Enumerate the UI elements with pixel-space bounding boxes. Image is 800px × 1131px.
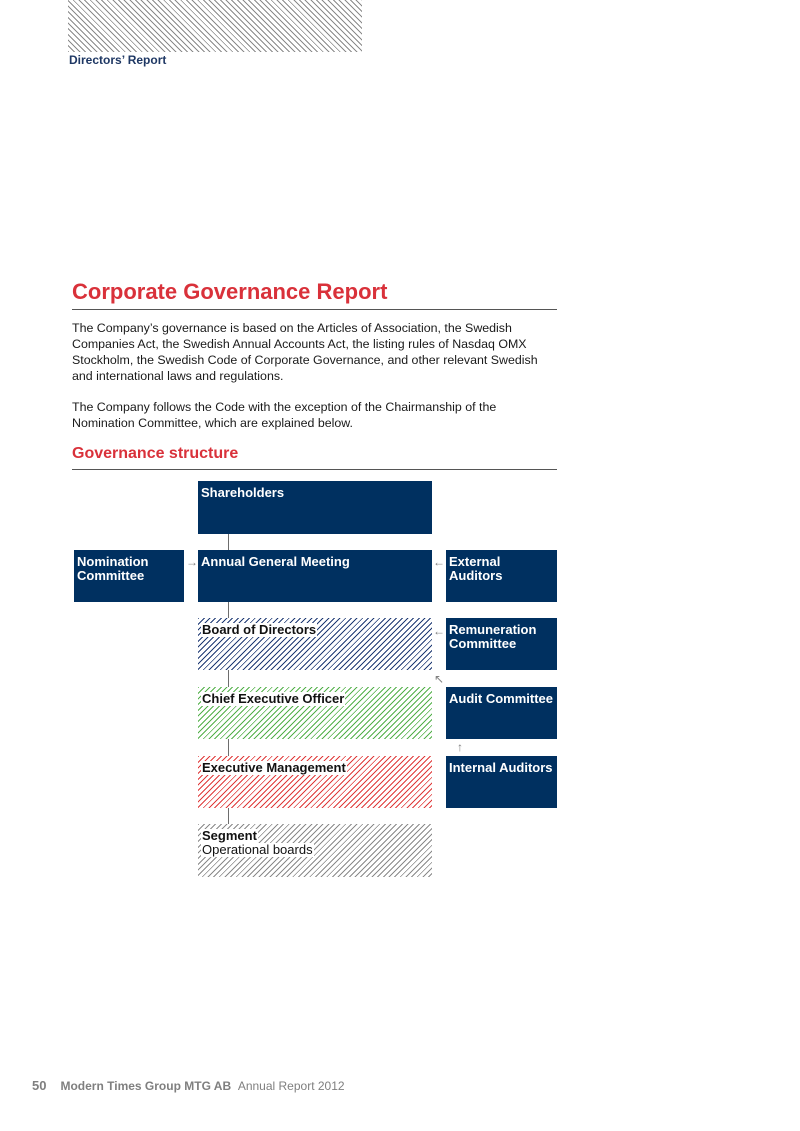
section-heading: Governance structure — [72, 445, 239, 462]
audit-committee-box: Audit Committee — [446, 687, 557, 739]
ceo-box — [198, 687, 432, 739]
connector-line — [228, 602, 229, 618]
arrow-up-left-icon: ↖ — [434, 672, 445, 686]
executive-management-box — [198, 756, 432, 808]
external-auditors-box: External Auditors — [446, 550, 557, 602]
title-divider — [72, 309, 557, 310]
connector-line — [228, 739, 229, 756]
board-of-directors-box — [198, 618, 432, 670]
arrow-left-icon: ← — [433, 624, 445, 638]
segment-sublabel: Operational boards — [202, 842, 313, 857]
internal-auditors-box: Internal Auditors — [446, 756, 557, 808]
page-title: Corporate Governance Report — [72, 279, 388, 304]
connector-line — [228, 534, 229, 550]
intro-paragraph: The Company’s governance is based on the Articles of Association, the Swedish Companies Act, the Swedish Annual Accounts Act, the listing rules of Nasdaq OMX Stockholm, the Swedish Code of Corporate Governance, and other relevant Swedish and international laws and regulations. — [72, 321, 538, 383]
section-label: Directors’ Report — [69, 53, 167, 67]
ceo-label: Chief Executive Officer — [202, 691, 345, 706]
board-of-directors-label: Board of Directors — [202, 622, 317, 637]
agm-box: Annual General Meeting — [198, 550, 432, 602]
page-number: 50 — [32, 1078, 47, 1093]
page-footer — [32, 1078, 345, 1093]
arrow-up-icon: ↑ — [457, 740, 463, 754]
footer-report: Annual Report 2012 — [237, 1079, 345, 1093]
nomination-committee-box: Nomination Committee — [74, 550, 184, 602]
code-paragraph: The Company follows the Code with the exception of the Chairmanship of the Nomination Committee, which are explained below. — [72, 400, 497, 430]
connector-line — [228, 670, 229, 687]
executive-management-label: Executive Management — [202, 760, 346, 775]
remuneration-committee-box: Remuneration Committee — [446, 618, 557, 670]
footer-company: Modern Times Group MTG AB — [60, 1079, 232, 1093]
shareholders-box: Shareholders — [198, 481, 432, 534]
segment-box — [198, 824, 432, 877]
arrow-right-icon: → — [186, 555, 198, 569]
connector-line — [228, 808, 229, 824]
section-divider — [72, 469, 557, 470]
segment-label: Segment — [202, 828, 257, 843]
arrow-left-icon: ← — [433, 555, 445, 569]
header-hatch-pattern — [68, 0, 362, 52]
